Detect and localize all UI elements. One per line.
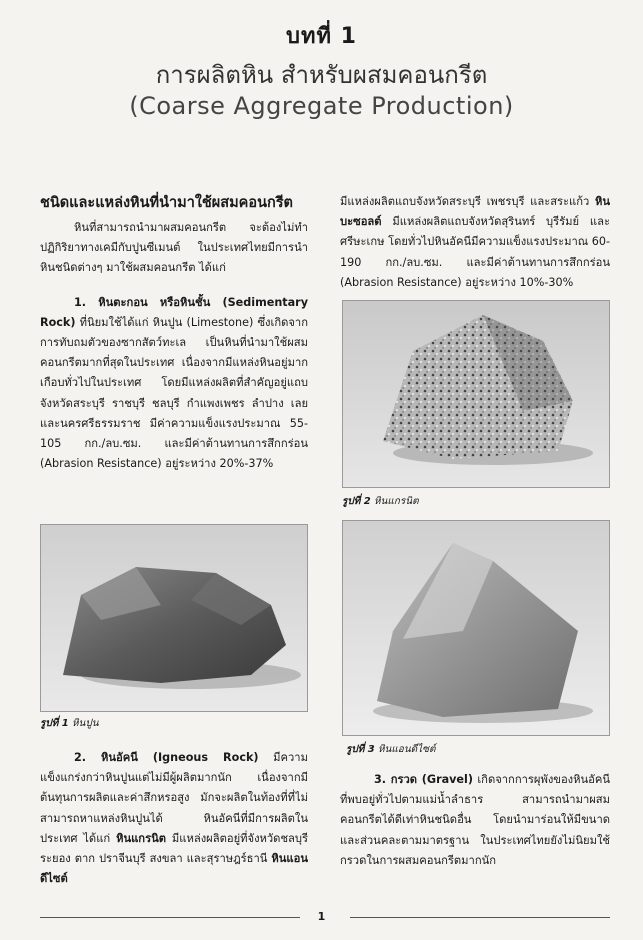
figure3-caption (346, 742, 435, 757)
right-paragraph (340, 192, 610, 293)
right-para1: มีแหล่งผลิตแถบจังหวัดสระบุรี เพชรบุรี และสระแก้ว (340, 195, 590, 208)
item2-body2: มีแหล่งผลิตอยู่ที่จังหวัดชลบุรี ระยอง ตาก ปราจีนบุรี สงขลา และสุราษฎร์ธานี (40, 831, 309, 866)
chapter-title-thai: การผลิตหิน สำหรับผสมคอนกรีต (155, 61, 488, 89)
andesite-label: หินแอนดีไซต์ (40, 852, 308, 886)
figure2-prefix: รูปที่ 2 (342, 496, 371, 507)
item2-title: 2. หินอัคนี (Igneous Rock) (74, 751, 259, 764)
figure2-caption (342, 494, 419, 509)
granite-photo (342, 300, 610, 488)
right-column-lower (340, 770, 610, 871)
andesite-photo (342, 520, 610, 736)
intro-paragraph: หินที่สามารถนำมาผสมคอนกรีต จะต้องไม่ทำปฏิกิริยาทางเคมีกับปูนซีเมนต์ ในประเทศไทยมีการนำหินชนิดต่างๆ มาใช้ผสมคอนกรีต ได้แก่ (40, 221, 308, 275)
chapter-label: บทที่ 1 (286, 24, 357, 49)
figure2-text: หินแกรนิต (373, 496, 419, 507)
left-column (40, 192, 308, 474)
left-column-lower (40, 748, 308, 889)
item2-body: มีความแข็งแกร่งกว่าหินปูนแต่ไม่มีผู้ผลิตมากนัก เนื่องจากมีต้นทุนการผลิตและค่าสึกหรอสูง มักจะผลิตในท้องที่ที่ไม่สามารถหาแหล่งหินปูนได้ หินอัคนีที่มีการผลิตในประเทศ ได้แก่ (40, 751, 308, 845)
chapter-title-english: (Coarse Aggregate Production) (129, 92, 514, 120)
figure1-prefix: รูปที่ 1 (40, 718, 69, 729)
figure3-text: หินแอนดีไซต์ (377, 744, 436, 755)
figure3-prefix: รูปที่ 3 (346, 744, 375, 755)
item1-title: 1. หินตะกอน หรือหินชั้น (Sedimentary Rock) (40, 295, 308, 329)
item3-paragraph (340, 770, 610, 871)
section-heading: ชนิดและแหล่งหินที่นำมาใช้ผสมคอนกรีต (40, 195, 293, 211)
item3-body: เกิดจากการผุพังของหินอัคนีที่พบอยู่ทั่วไปตามแม่น้ำลำธาร สามารถนำมาผสมคอนกรีตได้ดีเท่าหินชนิดอื่น โดยนำมาร่อนให้มีขนาดและส่วนคละตามมาตรฐาน ในประเทศไทยยังไม่นิยมใช้กรวดในการผสมคอนกรีตมากนัก (340, 773, 610, 867)
item1-body: ที่นิยมใช้ได้แก่ หินปูน (Limestone) ซึ่งเกิดจากการทับถมตัวของซากสัตว์ทะเล เป็นหินที่นำมาใช้ผสมคอนกรีตมากที่สุดในประเทศ เนื่องจากมีแหล่งหินอยู่มากเกือบทั่วไปในประเทศ โดยมีแหล่งผลิตที่สำคัญอยู่แถบจังหวัดสระบุรี ราชบุรี ชลบุรี กำแพงเพชร ลำปาง เลย และนครศรีธรรมราช มีค่าความแข็งแรงประมาณ 55-105 กก./ลบ.ซม. และมีค่าต้านทานการสึกกร่อน (Abrasion Resistance) อยู่ระหว่าง 20%-37% (40, 315, 308, 471)
item2-paragraph (40, 748, 308, 889)
granite-label: หินแกรนิต (116, 831, 167, 845)
item1-paragraph (40, 293, 308, 475)
figure1-caption (40, 716, 99, 731)
limestone-photo (40, 524, 308, 712)
basalt-label: หินบะซอลต์ (340, 195, 610, 229)
right-para2: มีแหล่งผลิตแถบจังหวัดสุรินทร์ บุรีรัมย์ และศรีษะเกษ โดยทั่วไปหินอัคนีมีความแข็งแรงประมาณ 60-190 กก./ลบ.ซม. และมีค่าต้านทานการสึกกร่อน (Abrasion Resistance) อยู่ระหว่าง 10%-30% (340, 215, 610, 289)
figure1-text: หินปูน (71, 718, 99, 729)
right-column (340, 192, 610, 293)
item3-title: 3. กรวด (Gravel) (374, 773, 473, 786)
page-number: 1 (317, 910, 326, 923)
